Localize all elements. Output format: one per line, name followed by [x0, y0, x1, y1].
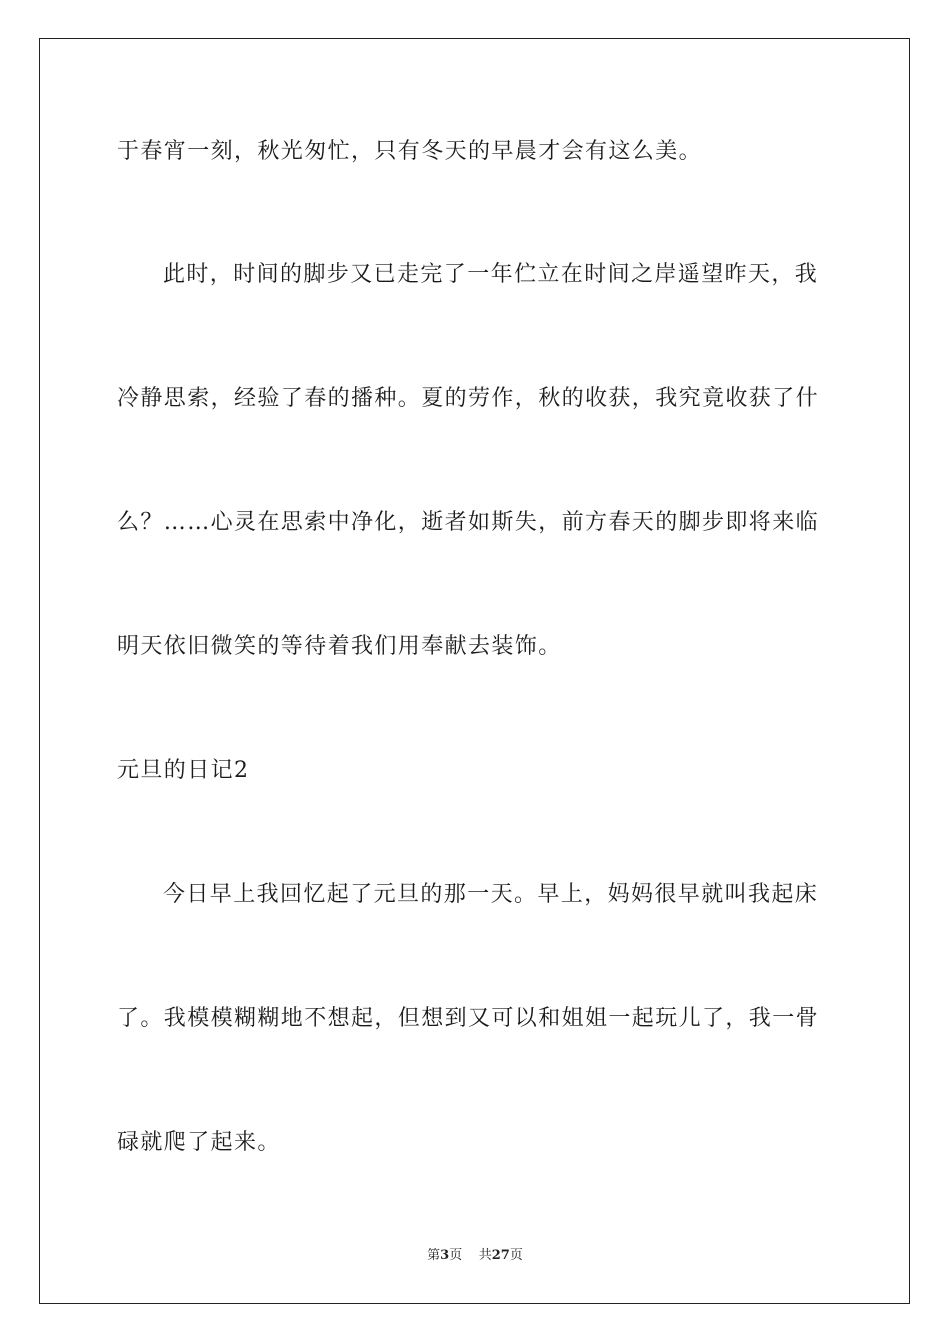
paragraph-line: 碌就爬了起来。	[117, 1130, 281, 1155]
paragraph-line: 明天依旧微笑的等待着我们用奉献去装饰。	[117, 634, 562, 659]
page-suffix: 页	[449, 1248, 463, 1263]
paragraph-line: 此时，时间的脚步又已走完了一年伫立在时间之岸遥望昨天，我	[163, 262, 819, 287]
section-heading: 元旦的日记2	[117, 758, 250, 783]
paragraph-line: 么？……心灵在思索中净化，逝者如斯失，前方春天的脚步即将来临	[117, 510, 820, 535]
paragraph-line: 了。我模模糊糊地不想起，但想到又可以和姐姐一起玩儿了，我一骨	[117, 1006, 820, 1031]
paragraph-line: 冷静思索，经验了春的播种。夏的劳作，秋的收获，我究竟收获了什	[117, 386, 820, 411]
total-prefix: 共	[478, 1248, 492, 1263]
paragraph-line: 今日早上我回忆起了元旦的那一天。早上，妈妈很早就叫我起床	[163, 882, 819, 907]
paragraph-line: 于春宵一刻，秋光匆忙，只有冬天的早晨才会有这么美。	[117, 139, 703, 164]
page-footer	[0, 1247, 950, 1265]
page-border	[39, 38, 910, 1304]
total-suffix: 页	[509, 1248, 523, 1263]
total-pages: 27	[491, 1248, 510, 1263]
page-number: 3	[440, 1248, 450, 1263]
page-prefix: 第	[427, 1248, 441, 1263]
